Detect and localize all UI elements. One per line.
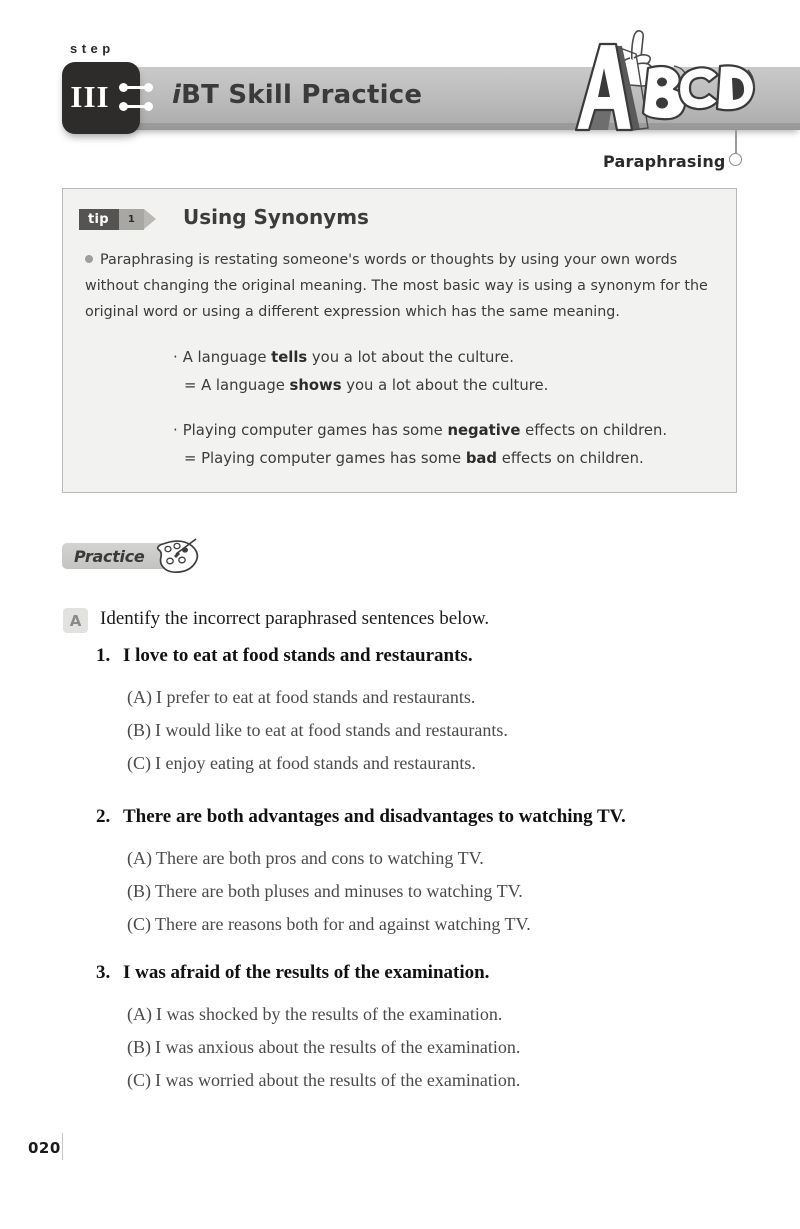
chain-link-icon-bottom: [119, 102, 153, 111]
step-number-box: [62, 62, 140, 134]
question-group-marker-letter: A: [69, 611, 82, 630]
example-1-suffix: you a lot about the culture.: [307, 349, 514, 366]
example-group-1: [173, 344, 548, 400]
example-dot-icon: ·: [173, 349, 178, 366]
option-c-label: (C): [127, 914, 151, 934]
section-label-connector: [735, 130, 737, 154]
section-label: Paraphrasing: [603, 152, 726, 171]
question-prompt: There are both advantages and disadvantages to watching TV.: [123, 806, 626, 827]
banner-title-italic: i: [172, 80, 182, 110]
option-a-text: There are both pros and cons to watching TV.: [156, 848, 484, 868]
example-2-keyword: negative: [447, 422, 521, 439]
footer-divider: [62, 1133, 63, 1160]
question-item: [96, 962, 736, 1097]
option-a-text: I was shocked by the results of the examination.: [156, 1004, 503, 1024]
tip-badge-arrow-icon: [144, 209, 156, 229]
tip-badge-label: tip: [79, 209, 119, 230]
question-heading: [96, 806, 736, 828]
chain-link-icon-top: [119, 83, 153, 92]
example-2-eq-keyword: bad: [465, 450, 498, 467]
example-1-eq-suffix: you a lot about the culture.: [341, 377, 549, 394]
option-a[interactable]: [127, 998, 736, 1031]
tip-badge-number: 1: [119, 209, 144, 230]
question-prompt: I love to eat at food stands and restaurants.: [123, 645, 473, 666]
option-c[interactable]: [127, 908, 736, 941]
option-b-label: (B): [127, 881, 151, 901]
question-item: [96, 645, 736, 780]
option-c[interactable]: [127, 747, 736, 780]
option-a-label: (A): [127, 848, 152, 868]
option-c-label: (C): [127, 1070, 151, 1090]
option-c-label: (C): [127, 753, 151, 773]
question-options: [96, 842, 736, 941]
example-2-eq-suffix: effects on children.: [497, 450, 644, 467]
question-options: [96, 998, 736, 1097]
example-2-prefix: Playing computer games has some: [182, 422, 448, 439]
example-group-2: [173, 417, 667, 473]
example-1-prefix: A language: [182, 349, 272, 366]
example-original-1: [173, 344, 548, 372]
option-b-label: (B): [127, 1037, 151, 1057]
example-dot-icon: ·: [173, 422, 178, 439]
tip-panel: [62, 188, 737, 493]
palette-icon: [146, 535, 200, 577]
question-prompt: I was afraid of the results of the examination.: [123, 962, 490, 983]
option-b[interactable]: [127, 875, 736, 908]
question-options: [96, 681, 736, 780]
banner-title: [172, 80, 422, 110]
option-a-label: (A): [127, 1004, 152, 1024]
option-b-text: I was anxious about the results of the examination.: [155, 1037, 521, 1057]
abcd-blocks-icon: [562, 18, 767, 143]
option-b-label: (B): [127, 720, 151, 740]
option-c[interactable]: [127, 1064, 736, 1097]
example-paraphrase-2: [173, 445, 667, 473]
question-item: [96, 806, 736, 941]
tip-paragraph-text: Paraphrasing is restating someone's words or thoughts by using your own words without changing the original meaning. The most basic way is using a synonym for the original word or using a different expression which has the same meaning.: [85, 252, 708, 320]
example-1-keyword: tells: [271, 349, 308, 366]
option-a[interactable]: [127, 842, 736, 875]
option-b[interactable]: [127, 1031, 736, 1064]
example-1-eq-prefix: = A language: [184, 377, 290, 394]
example-2-eq-prefix: = Playing computer games has some: [184, 450, 466, 467]
example-paraphrase-1: [173, 372, 548, 400]
option-c-text: I enjoy eating at food stands and restaurants.: [155, 753, 476, 773]
option-b-text: I would like to eat at food stands and restaurants.: [155, 720, 508, 740]
example-1-eq-keyword: shows: [289, 377, 342, 394]
option-a-text: I prefer to eat at food stands and restaurants.: [156, 687, 476, 707]
question-number: 3.: [96, 962, 111, 983]
option-b[interactable]: [127, 714, 736, 747]
banner-title-rest: BT Skill Practice: [181, 80, 423, 110]
question-heading: [96, 962, 736, 984]
step-number: III: [70, 79, 110, 114]
tip-paragraph: [85, 247, 721, 325]
practice-label: Practice: [74, 547, 145, 566]
question-number: 2.: [96, 806, 111, 827]
page-header: [0, 0, 800, 185]
example-original-2: [173, 417, 667, 445]
bullet-icon: [85, 255, 93, 263]
tip-title: Using Synonyms: [183, 205, 369, 229]
section-label-circle-icon: [729, 153, 742, 166]
tip-badge: [79, 209, 156, 230]
question-number: 1.: [96, 645, 111, 666]
option-c-text: There are reasons both for and against watching TV.: [155, 914, 531, 934]
option-a[interactable]: [127, 681, 736, 714]
option-c-text: I was worried about the results of the examination.: [155, 1070, 521, 1090]
instruction-text: Identify the incorrect paraphrased sentences below.: [100, 608, 490, 629]
option-b-text: There are both pluses and minuses to watching TV.: [155, 881, 523, 901]
option-a-label: (A): [127, 687, 152, 707]
page-number: 020: [28, 1139, 61, 1157]
question-heading: [96, 645, 736, 667]
example-2-suffix: effects on children.: [520, 422, 668, 439]
step-label: step: [70, 41, 115, 56]
